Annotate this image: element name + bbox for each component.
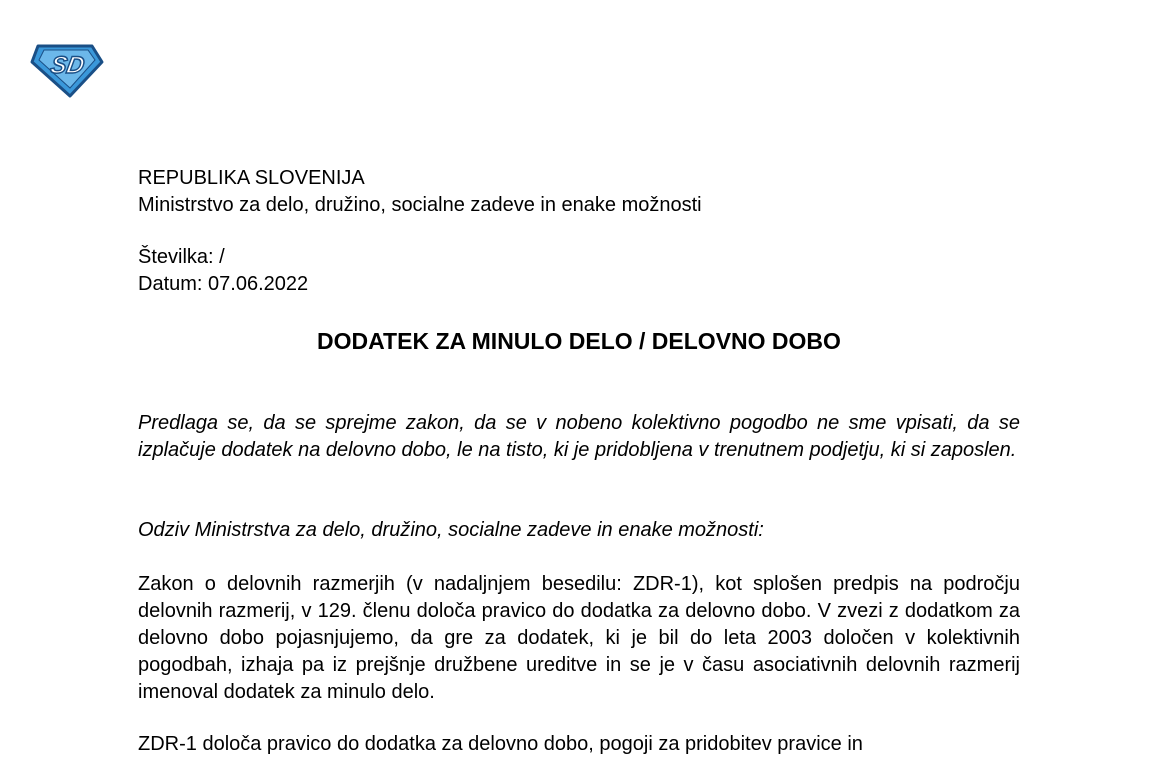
proposal-paragraph: Predlaga se, da se sprejme zakon, da se v nobeno kolektivno pogodbo ne sme vpisati, da se izplačuje dodatek na delovno dobo, le na tisto, ki je pridobljena v trenutnem podjetju, ki si zaposlen.	[138, 412, 1020, 461]
document-number: Številka: /	[138, 246, 225, 268]
logo-icon	[30, 40, 104, 98]
response-heading: Odziv Ministrstva za delo, družino, socialne zadeve in enake možnosti:	[138, 519, 764, 541]
republic-heading: REPUBLIKA SLOVENIJA	[138, 167, 365, 189]
next-paragraph: ZDR-1 določa pravico do dodatka za delovno dobo, pogoji za pridobitev pravice in	[138, 733, 863, 755]
svg-text:SD: SD	[48, 52, 87, 79]
response-paragraph: Zakon o delovnih razmerjih (v nadaljnjem besedilu: ZDR-1), kot splošen predpis na področju delovnih razmerij, v 129. členu določa pravico do dodatka za delovno dobo. V zvezi z dodatkom za delovno dobo pojasnjujemo, da gre za dodatek, ki je bil do leta 2003 določen v kolektivnih pogodbah, izhaja pa iz prejšnje družbene ureditve in se je v času asociativnih delovnih razmerij imenoval dodatek za minulo delo.	[138, 573, 1020, 703]
document-date: Datum: 07.06.2022	[138, 273, 309, 295]
document-title: DODATEK ZA MINULO DELO / DELOVNO DOBO	[317, 328, 841, 354]
ministry-heading: Ministrstvo za delo, družino, socialne zadeve in enake možnosti	[138, 194, 702, 216]
